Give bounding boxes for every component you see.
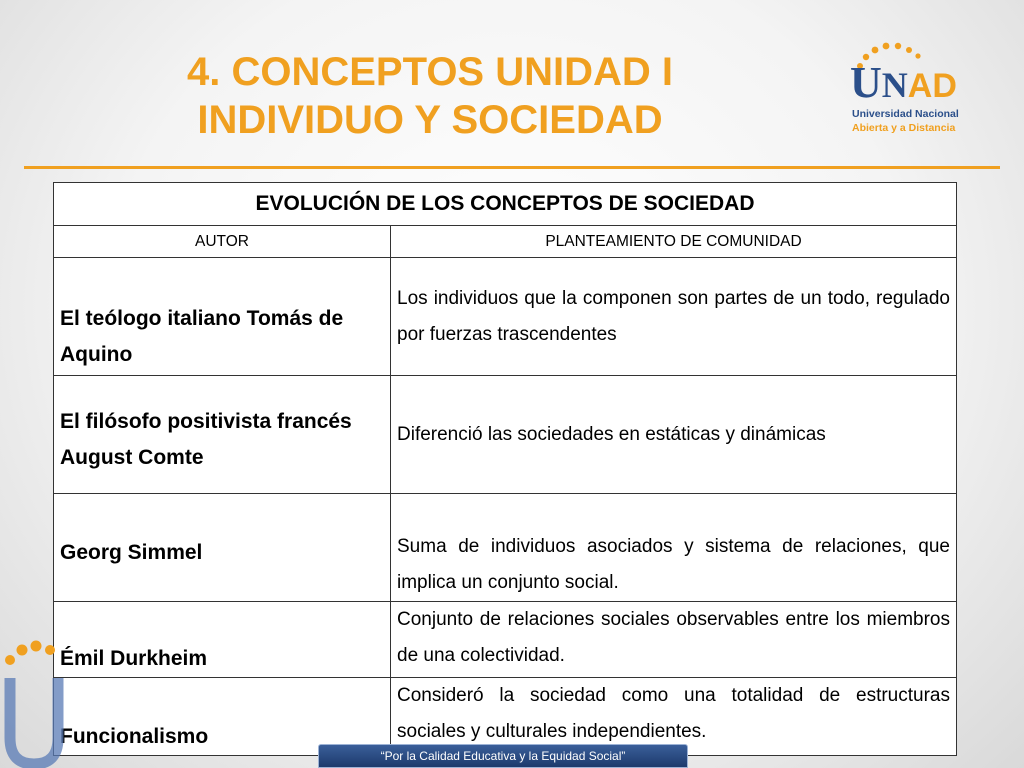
table-heading: EVOLUCIÓN DE LOS CONCEPTOS DE SOCIEDAD: [54, 183, 957, 226]
row-author: El filósofo positivista francés August Comte: [54, 376, 391, 494]
row-author: Émil Durkheim: [54, 602, 391, 678]
table-row: [54, 258, 957, 376]
row-description: Diferenció las sociedades en estáticas y dinámicas: [391, 376, 957, 494]
footer-slogan: “Por la Calidad Educativa y la Equidad Social”: [318, 744, 688, 768]
row-author: El teólogo italiano Tomás de Aquino: [54, 258, 391, 376]
logo-university-subtitle: Abierta y a Distancia: [852, 122, 956, 134]
table-row: [54, 602, 957, 678]
column-header-description: PLANTEAMIENTO DE COMUNIDAD: [391, 226, 957, 258]
logo-wordmark: UNAD: [850, 58, 957, 107]
title-line-1: 4. CONCEPTOS UNIDAD I: [187, 50, 673, 94]
row-description: Consideró la sociedad como una totalidad de estructuras sociales y culturales independientes.: [391, 678, 957, 756]
slide-title: [150, 48, 710, 144]
table-row: [54, 494, 957, 602]
unad-logo: [850, 38, 1000, 148]
corner-logo-icon: [0, 640, 70, 768]
title-divider: [24, 166, 1000, 169]
column-header-author: AUTOR: [54, 226, 391, 258]
row-author: Funcionalismo: [54, 678, 391, 756]
row-description: Suma de individuos asociados y sistema de relaciones, que implica un conjunto social.: [391, 494, 957, 602]
row-description: Conjunto de relaciones sociales observables entre los miembros de una colectividad.: [391, 602, 957, 678]
title-line-2: INDIVIDUO Y SOCIEDAD: [197, 98, 663, 142]
concepts-table: [53, 182, 957, 756]
row-author: Georg Simmel: [54, 494, 391, 602]
table-row: [54, 376, 957, 494]
logo-university-name: Universidad Nacional: [852, 108, 959, 120]
row-description: Los individuos que la componen son partes de un todo, regulado por fuerzas trascendentes: [391, 258, 957, 376]
